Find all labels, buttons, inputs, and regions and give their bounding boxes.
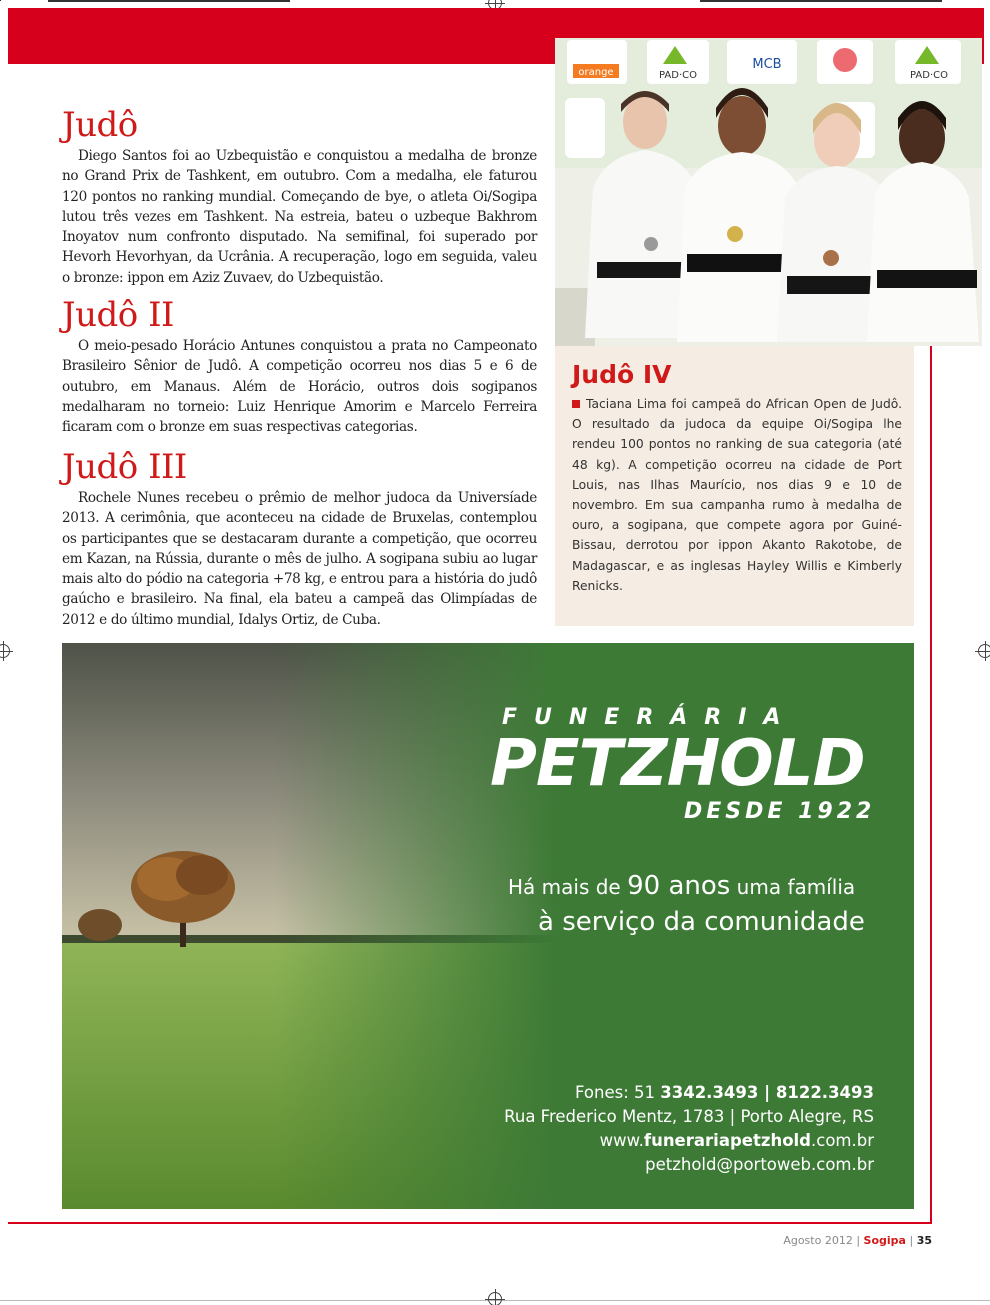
brand-name: PETZHOLD <box>490 727 865 801</box>
page-footer <box>783 1234 932 1247</box>
website-suffix: .com.br <box>811 1131 874 1150</box>
phones-label: Fones: 51 <box>575 1083 661 1102</box>
registration-mark-icon <box>488 1292 502 1305</box>
section-body: Diego Santos foi ao Uzbequistão e conquistou a medalha de bronze no Grand Prix de Tashkent, em outubro. Com a medalha, ele faturou 120 pontos no ranking mundial. Começando de bye, o atleta Oi/Sogipa lutou três vezes em Tashkent. Na estreia, bateu o uzbeque Bakhrom Inoyatov num confronto disputado. Na semifinal, foi superado por Hevorh Hevorhyan, da Ucrânia. A recuperação, logo em seguida, valeu o bronze: ippon em Aziz Zuvaev, do Uzbequistão. <box>62 148 537 286</box>
article-judo <box>62 106 537 288</box>
crop-mark <box>0 0 1 1</box>
tagline-years: 90 anos <box>627 871 731 901</box>
address: Rua Frederico Mentz, 1783 | Porto Alegre, RS <box>504 1107 874 1126</box>
section-title: Judô <box>62 105 138 145</box>
phones <box>504 1081 874 1105</box>
tagline-line-2: à serviço da comunidade <box>538 907 865 937</box>
issue-date: Agosto 2012 <box>783 1234 853 1247</box>
magazine-name: Sogipa <box>863 1234 906 1247</box>
page-number: 35 <box>916 1234 932 1247</box>
bullet-icon <box>572 400 580 408</box>
article-judo-ii <box>62 296 537 437</box>
footer-separator: | <box>856 1234 861 1247</box>
frame-rule <box>8 1222 932 1224</box>
section-body: O meio-pesado Horácio Antunes conquistou a prata no Campeonato Brasileiro Sênior de Judô. A competição ocorreu nos dias 5 e 6 de outubro, em Manaus. Além de Horácio, outros dois sogipanos medalharam no torneio: Luiz Henrique Amorim e Marcelo Ferreira ficaram com o bronze em suas respectivas categorias. <box>62 338 537 436</box>
footer-separator: | <box>909 1234 914 1247</box>
phones-values: 3342.3493 | 8122.3493 <box>660 1083 874 1102</box>
tagline-post: uma família <box>730 875 856 899</box>
brand-subtitle: FUNERÁRIA <box>502 705 798 730</box>
sidebar-title: Judô IV <box>572 360 672 389</box>
tagline-pre: Há mais de <box>508 875 628 899</box>
sponsor-logo-text: orange <box>578 67 614 78</box>
article-judo-iii <box>62 448 537 630</box>
tagline-line-1 <box>508 871 855 901</box>
registration-mark-icon <box>0 644 10 658</box>
sidebar-body <box>572 394 902 596</box>
funeral-home-advertisement <box>62 643 914 1209</box>
sidebar-judo-iv <box>555 346 914 626</box>
website-domain: funerariapetzhold <box>643 1131 811 1150</box>
email[interactable]: petzhold@portoweb.com.br <box>645 1155 874 1174</box>
website[interactable] <box>504 1129 874 1153</box>
sidebar-body-text: Taciana Lima foi campeã do African Open de Judô. O resultado da judoca da equipe Oi/Sogipa lhe rendeu 100 pontos no ranking de sua categoria (até 48 kg). A competição ocorreu na cidade de Port Louis, nas Ilhas Maurício, nos dias 9 e 10 de novembro. Em sua campanha rumo à medalha de ouro, a sogipana, que compete agora por Guiné-Bissau, derrotou por ippon Akanto Rakotobe, de Madagascar, e as inglesas Hayley Willis e Kimberly Renicks. <box>572 397 902 593</box>
podium-photo <box>555 38 982 346</box>
brand-since: DESDE 1922 <box>684 799 876 824</box>
section-body: Rochele Nunes recebeu o prêmio de melhor judoca da Universíade 2013. A cerimônia, que aconteceu na cidade de Bruxelas, contemplou os participantes que se destacaram durante a competição, que ocorreu em Kazan, na Rússia, durante o mês de julho. A sogipana subiu ao lugar mais alto do pódio na categoria +78 kg, e entrou para a história do judô gaúcho e brasileiro. Na final, ela bateu a campeã das Olimpíadas de 2012 e do último mundial, Idalys Ortiz, de Cuba. <box>62 490 537 628</box>
sponsor-logo-text: PAD·CO <box>659 70 697 81</box>
crop-mark <box>48 0 290 2</box>
section-title: Judô II <box>62 295 174 335</box>
podium-photo-illustration <box>555 38 982 346</box>
section-title: Judô III <box>62 447 187 487</box>
website-prefix: www. <box>599 1131 644 1150</box>
contact-block <box>504 1081 874 1177</box>
sponsor-logo-text: MCB <box>752 57 782 72</box>
registration-mark-icon <box>978 644 990 658</box>
sponsor-logo-text: PAD·CO <box>910 70 948 81</box>
crop-mark <box>700 0 942 2</box>
